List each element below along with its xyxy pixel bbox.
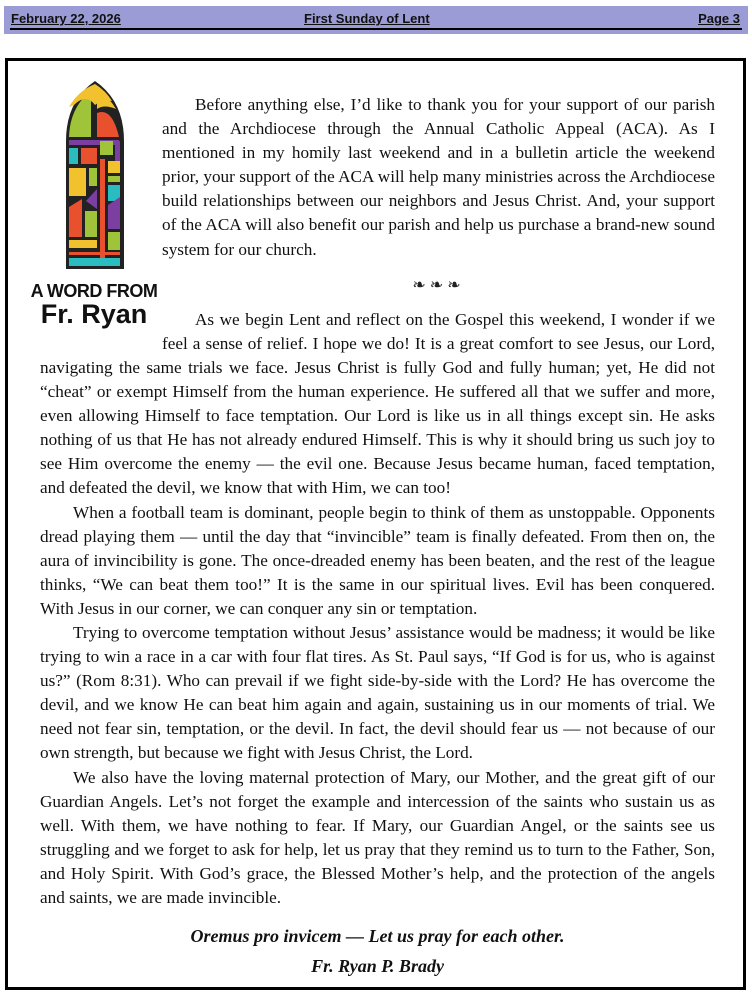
header-rule <box>10 28 742 30</box>
header-date: February 22, 2026 <box>11 11 121 26</box>
ornament-divider: ❧❧❧ <box>412 276 465 294</box>
stained-glass-window-icon <box>26 77 162 269</box>
closing-motto: Oremus pro invicem — Let us pray for each other. <box>190 926 565 947</box>
logo-line1: A WORD FROM <box>30 281 158 302</box>
article-content <box>30 93 715 978</box>
logo-line2: Fr. Ryan <box>40 299 148 330</box>
paragraph-2: As we begin Lent and reflect on the Gospel this weekend, I wonder if we feel a sense of relief. I hope we do! It is a great comfort to see Jesus, our Lord, navigating the same trials we face. Jesus Christ is fully God and fully human; yet, He did not “cheat” or exempt Himself from the human experience. He suffered all that we suffer and more, even allowing Himself to face temptation. Our Lord is like us in all things except sin. He asks nothing of us that He has not already endured Himself. This is why it should bring us such joy to see Him overcome the enemy — the evil one. Because Jesus became human, faced temptation, and defeated the devil, we know that with Him, we can too! <box>40 309 715 498</box>
paragraph-4: Trying to overcome temptation without Jesus’ assistance would be madness; it would be like trying to win a race in a car with four flat tires. As St. Paul says, “If God is for us, who is against us?” (Rom 8:31). Who can prevail if we fight side-by-side with the Lord? He has overcome the devil, and we know He can beat him again and again, sustaining us in our moments of trial. We need not fear sin, temptation, or the devil. In fact, the devil should fear us — not because of our own strength, but because we fight with Jesus Christ, the Lord. <box>40 622 715 763</box>
word-from-fr-ryan-logo <box>26 77 162 339</box>
paragraph-5: We also have the loving maternal protection of Mary, our Mother, and the great gift of our Guardian Angels. Let’s not forget the example and intercession of the saints who sustain us as well. With them, we have nothing to fear. If Mary, our Guardian Angel, or the saints see us struggling and we forget to ask for help, let us pray that they remind us to turn to the Father, Son, and Holy Spirit. With God’s grace, the Blessed Mother’s help, and the protection of the angels and saints, we are made invincible. <box>40 767 715 907</box>
paragraph-1: Before anything else, I’d like to thank you for your support of our parish and the Archdiocese through the Annual Catholic Appeal (ACA). As I mentioned in my homily last weekend and in a bulletin article the weekend prior, your support of the ACA will help many ministries across the Archdiocese build relationships between our neighbors and Jesus Christ. And, your support of the ACA will also benefit our parish and help us purchase a brand-new sound system for our church. <box>162 95 715 259</box>
paragraph-3: When a football team is dominant, people begin to think of them as unstoppable. Opponents dread playing them — until the day that “invincible” team is finally defeated. From then on, the aura of invincibility is gone. The once-dreaded enemy has been beaten, and the rest of the league thinks, “We can beat them too!” It is the same in our spiritual lives. Evil has been conquered. With Jesus in our corner, we can conquer any sin or temptation. <box>40 502 715 618</box>
header-page-number: Page 3 <box>698 11 740 26</box>
article-box <box>5 58 746 990</box>
page-header <box>4 6 748 34</box>
signature: Fr. Ryan P. Brady <box>311 956 444 977</box>
header-title: First Sunday of Lent <box>304 11 430 26</box>
